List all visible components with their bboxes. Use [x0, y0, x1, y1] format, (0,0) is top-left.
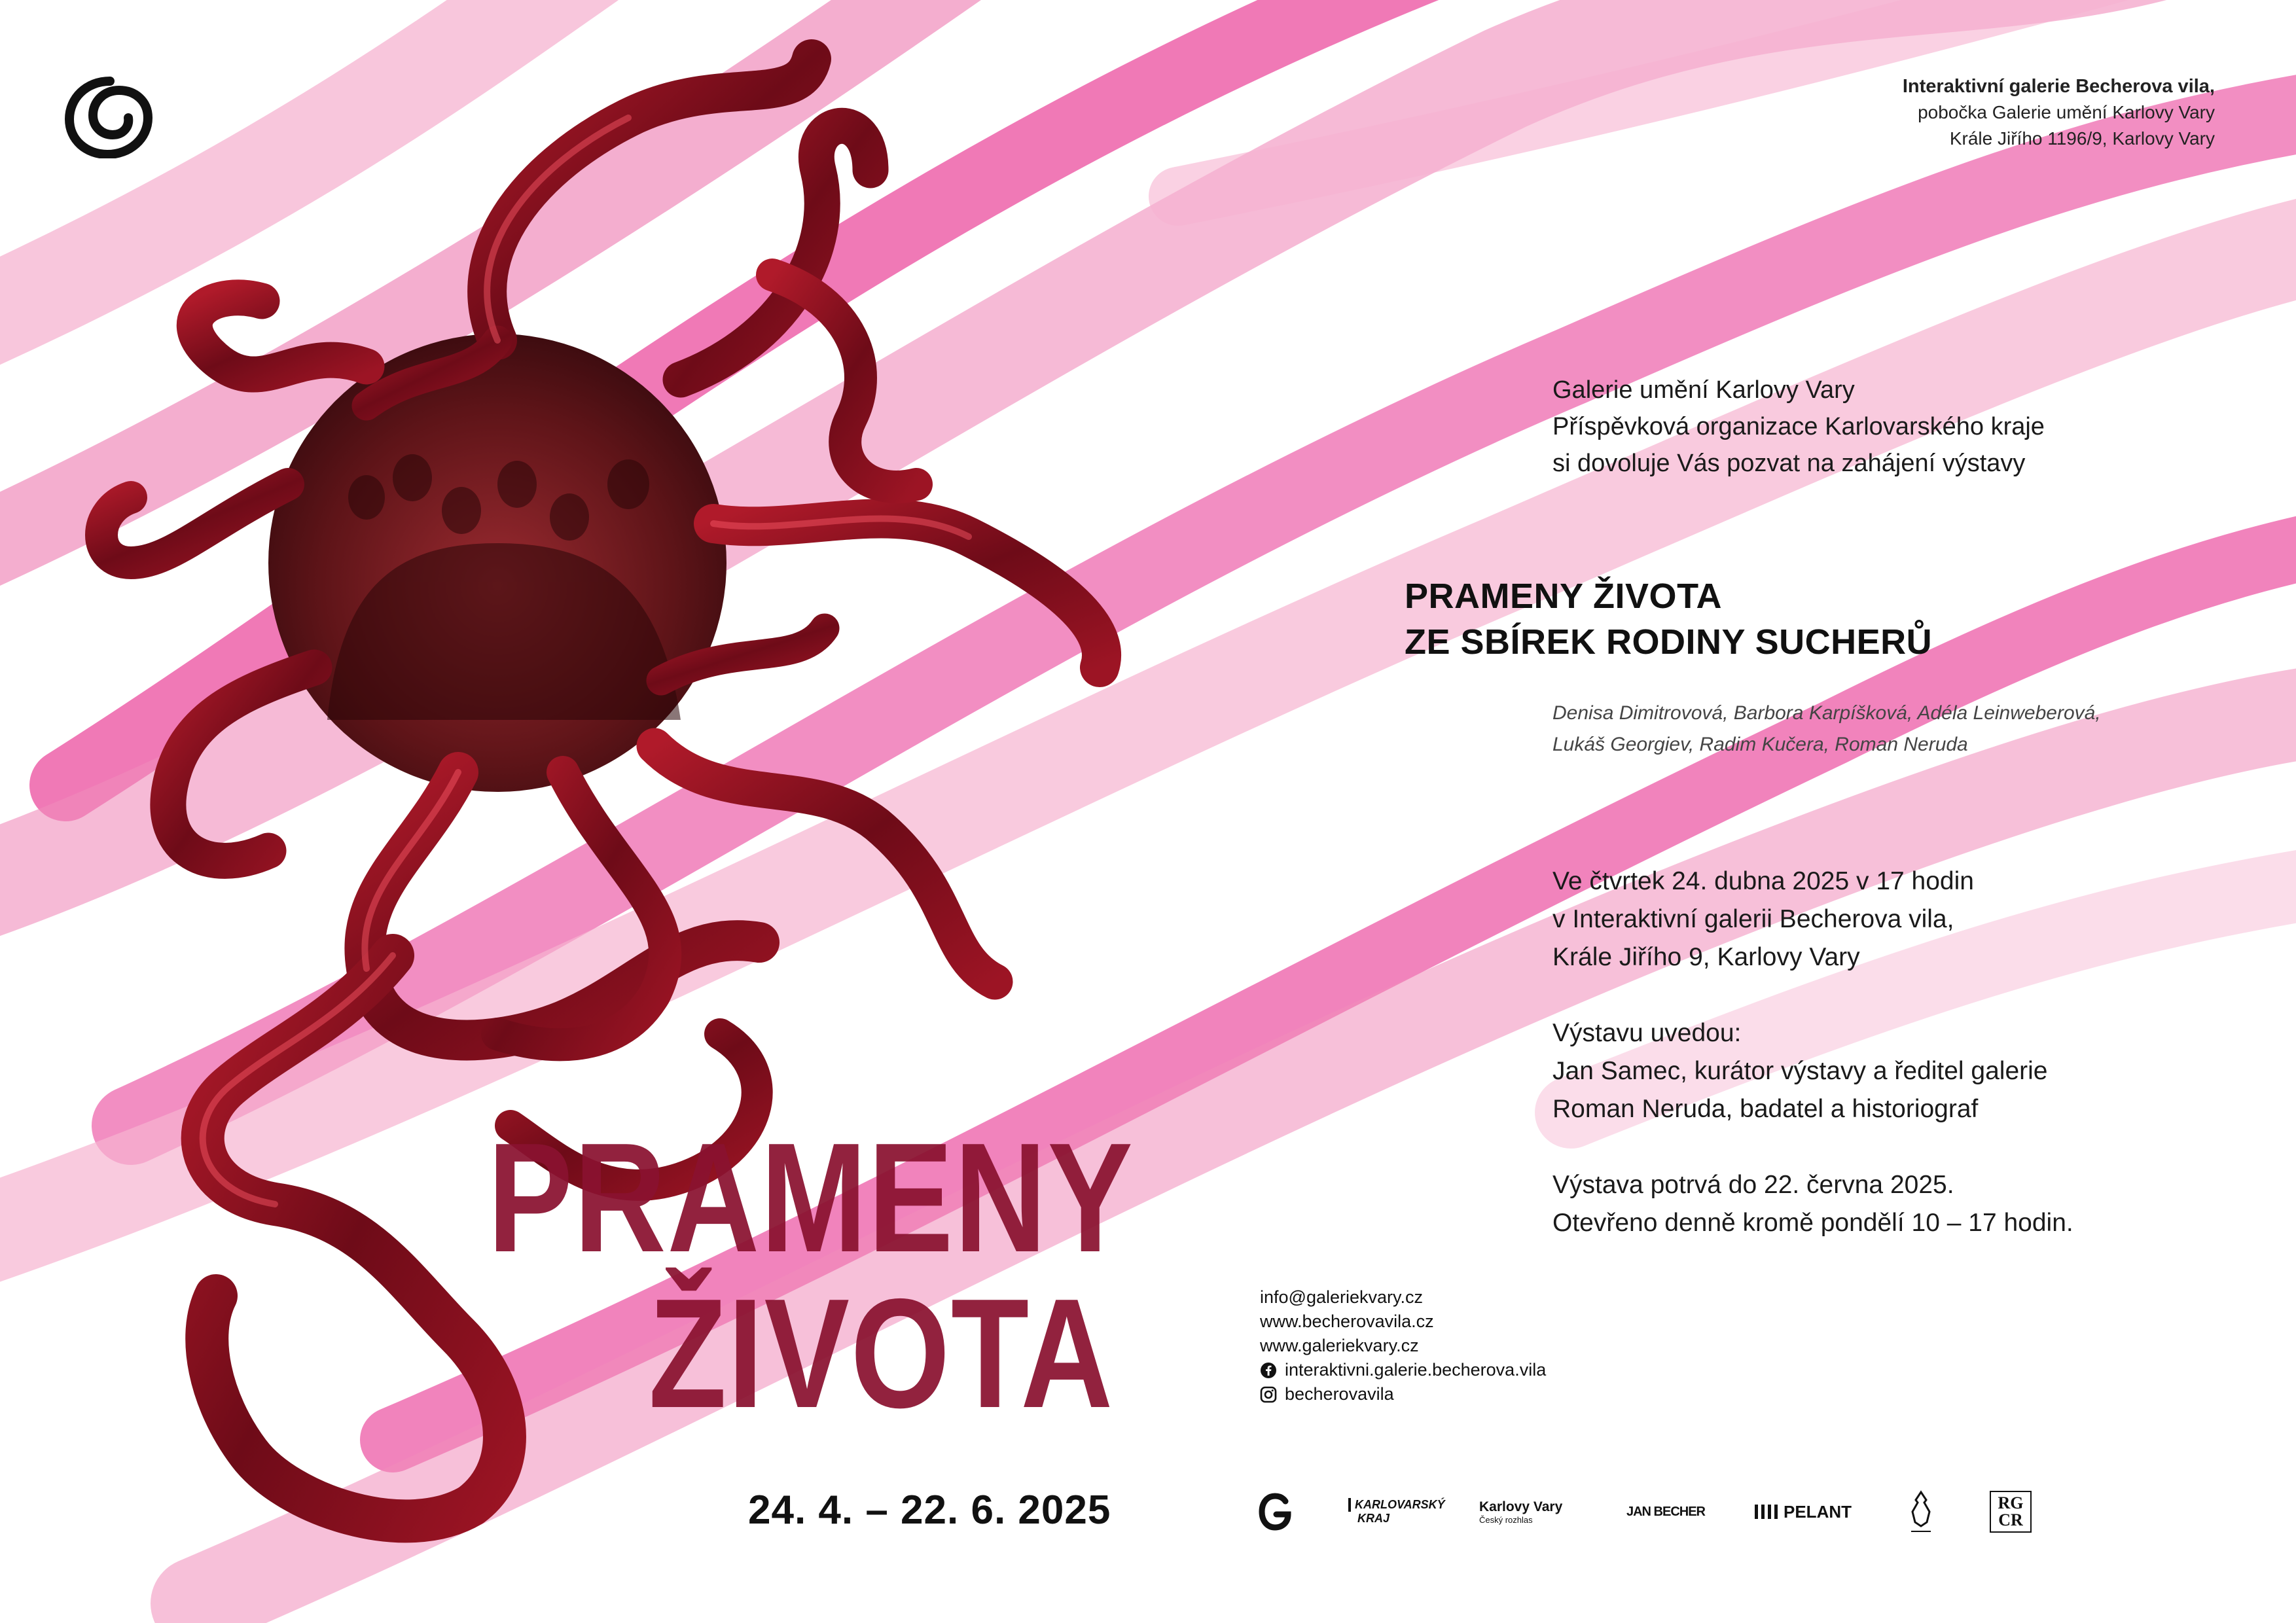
partner-logos	[1257, 1486, 2042, 1544]
gallery-address	[1903, 73, 2215, 152]
address-line-3: Krále Jiřího 1196/9, Karlovy Vary	[1949, 128, 2215, 149]
artists-list	[1552, 698, 2101, 760]
email-link[interactable]: info@galeriekvary.cz	[1260, 1287, 1423, 1307]
kraj-logo-line-1: KARLOVARSKÝ	[1348, 1498, 1445, 1512]
pelant-logo-text: PELANT	[1784, 1501, 1852, 1522]
duration-line-1: Výstava potrvá do 22. června 2025.	[1552, 1171, 1954, 1199]
opening-line-2: v Interaktivní galerii Becherova vila,	[1552, 905, 1954, 933]
big-title-word-2: ŽIVOTA	[649, 1267, 1114, 1440]
opening-line-3: Krále Jiřího 9, Karlovy Vary	[1552, 943, 1860, 971]
address-line-2: pobočka Galerie umění Karlovy Vary	[1918, 102, 2215, 122]
exhibition-dates: 24. 4. – 22. 6. 2025	[748, 1488, 1111, 1533]
radio-logo-line-1: Karlovy Vary	[1479, 1499, 1563, 1514]
rgcr-logo	[1990, 1491, 2032, 1533]
exhibition-title-line-1: PRAMENY ŽIVOTA	[1405, 577, 1723, 616]
kraj-logo-line-2: KRAJ	[1357, 1512, 1390, 1525]
facebook-icon	[1260, 1362, 1277, 1379]
jan-becher-logo: JAN BECHER	[1626, 1504, 1706, 1519]
speakers-heading: Výstavu uvedou:	[1552, 1019, 1742, 1047]
big-title-word-1: PRAMENY	[488, 1111, 1134, 1285]
instagram-handle: becherovavila	[1285, 1384, 1394, 1404]
instagram-link[interactable]	[1260, 1382, 1546, 1406]
web-link-2[interactable]: www.galeriekvary.cz	[1260, 1336, 1419, 1355]
cesky-rozhlas-logo	[1479, 1486, 1577, 1538]
artists-line-1: Denisa Dimitrovová, Barbora Karpíšková, Adéla Leinweberová,	[1552, 702, 2101, 724]
invitation-line-3: si dovoluje Vás pozvat na zahájení výstavy	[1552, 450, 2026, 477]
checker-pattern	[1755, 1505, 1781, 1519]
karlovarsky-kraj-logo	[1348, 1486, 1445, 1538]
artists-line-2: Lukáš Georgiev, Radim Kučera, Roman Neruda	[1552, 734, 1968, 755]
speaker-1: Jan Samec, kurátor výstavy a ředitel galerie	[1552, 1057, 2048, 1085]
invitation-line-1: Galerie umění Karlovy Vary	[1552, 376, 1855, 404]
invitation-line-2: Příspěvková organizace Karlovarského kraje	[1552, 413, 2045, 440]
rgcr-logo-line-1: RG	[1998, 1493, 2024, 1512]
address-line-1: Interaktivní galerie Becherova vila,	[1902, 76, 2215, 97]
facebook-handle: interaktivni.galerie.becherova.vila	[1285, 1360, 1547, 1380]
opening-line-1: Ve čtvrtek 24. dubna 2025 v 17 hodin	[1552, 867, 1974, 895]
gallery-spiral-logo	[63, 73, 157, 158]
radio-logo-line-2: Český rozhlas	[1479, 1514, 1533, 1525]
contacts	[1260, 1285, 1546, 1406]
event-details	[1552, 863, 2073, 1280]
facebook-link[interactable]	[1260, 1358, 1546, 1382]
speakers-info	[1552, 1014, 2073, 1128]
instagram-icon	[1260, 1386, 1277, 1403]
exhibition-title	[1405, 573, 1932, 665]
duration-line-2: Otevřeno denně kromě pondělí 10 – 17 hodin.	[1552, 1209, 2073, 1237]
exhibition-title-line-2: ZE SBÍREK RODINY SUCHERŮ	[1405, 622, 1933, 662]
pelant-logo	[1754, 1486, 1852, 1538]
rgcr-logo-line-2: CR	[1998, 1510, 2023, 1529]
speaker-2: Roman Neruda, badatel a historiograf	[1552, 1095, 1979, 1123]
big-title	[488, 1111, 1134, 1440]
crest-logo	[1905, 1486, 1937, 1538]
web-link-1[interactable]: www.becherovavila.cz	[1260, 1311, 1434, 1331]
opening-info	[1552, 863, 2073, 976]
invitation-text	[1552, 372, 2045, 482]
gallery-g-logo	[1257, 1486, 1296, 1538]
duration-info	[1552, 1166, 2073, 1242]
